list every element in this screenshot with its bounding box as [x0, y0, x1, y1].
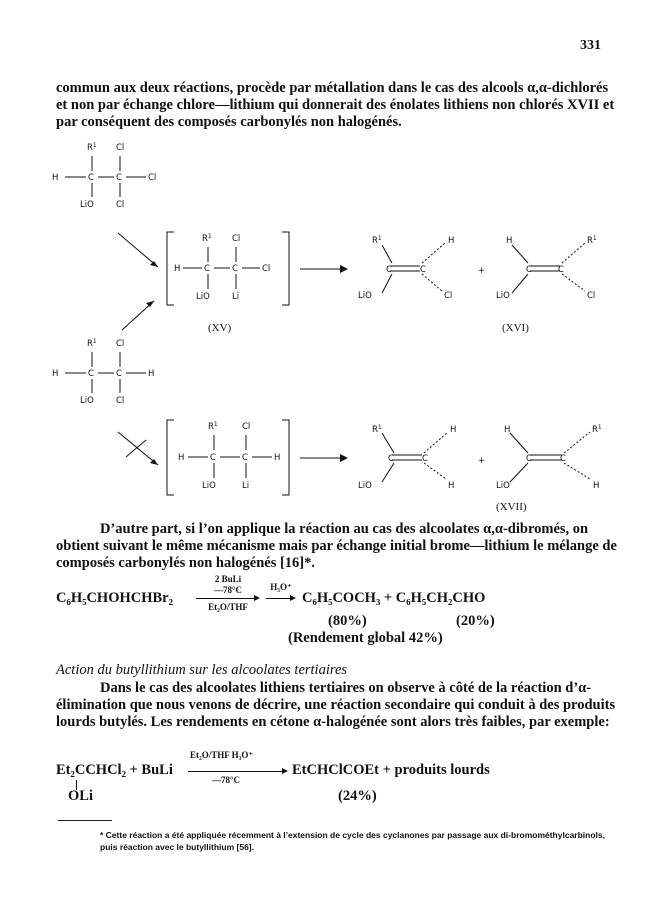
- atom-h: H: [506, 236, 513, 246]
- atom-h: H: [593, 481, 600, 491]
- atom-c: C: [88, 173, 94, 183]
- rxn1-yield2: (20%): [456, 613, 495, 629]
- label-xvi: (XVI): [502, 322, 529, 334]
- atom-cl: Cl: [242, 422, 251, 432]
- rxn1-arrowhead2: [290, 595, 296, 601]
- footnote: * Cette réaction a été appliquée récemment à l’extension de cycle des cyclanones par passage aux di-bromométhylcarbinols, puis réaction avec le butyllithium [56].: [100, 830, 605, 852]
- atom-r1: $R^1$: [372, 424, 382, 435]
- footnote-rule: [58, 820, 112, 821]
- atom-cl: Cl: [444, 291, 453, 301]
- atom-cl: Cl: [148, 173, 157, 183]
- atom-c: C: [88, 369, 94, 379]
- paragraph-3: [56, 680, 622, 731]
- atom-lio: LiO: [358, 291, 372, 301]
- atom-h: H: [450, 425, 457, 435]
- atom-c: C: [232, 264, 238, 274]
- atom-r1: $R^1$: [587, 235, 597, 246]
- atom-h: H: [504, 425, 511, 435]
- rxn2-yield: (24%): [338, 788, 377, 804]
- rxn2-cond-bot: —78°C: [211, 775, 241, 785]
- rxn1-products: C₆H₅COCH₃ + C₆H₅CH₂CHO: [302, 590, 486, 606]
- reaction-scheme: [50, 135, 630, 520]
- atom-h: H: [148, 369, 155, 379]
- reaction-1: [56, 568, 626, 648]
- atom-lio: LiO: [496, 481, 510, 491]
- atom-li: Li: [242, 481, 250, 491]
- rxn2-arrow: [188, 771, 284, 772]
- atom-cl: Cl: [116, 339, 125, 349]
- rxn1-cond-top: 2 BuLi: [214, 574, 242, 584]
- atom-c: C: [116, 173, 122, 183]
- atom-h: H: [174, 264, 181, 274]
- atom-h: H: [178, 453, 185, 463]
- atom-c: C: [388, 454, 394, 464]
- paragraph-3-text: Dans le cas des alcoolates lithiens tertiaires on observe à côté de la réaction d’α-élimination que nous venons de décrire, une réaction secondaire qui conduit à des produits lourds butylés. Les rendements en cétone α-halogénée sont alors très faibles, par exemple:: [56, 680, 616, 730]
- atom-r1: $R^1$: [202, 233, 212, 244]
- atom-r1: $R^1$: [372, 235, 382, 246]
- atom-cl: Cl: [232, 234, 241, 244]
- atom-r1: $R^1$: [87, 338, 97, 349]
- atom-cl: Cl: [262, 264, 271, 274]
- atom-c: C: [422, 454, 428, 464]
- rxn2-cond-top: Et₂O/THF H₃O⁺: [190, 750, 254, 760]
- rxn2-arrowhead: [282, 768, 288, 774]
- atom-li: Li: [232, 292, 240, 302]
- section-title: Action du butyllithium sur les alcoolates tertiaires: [56, 662, 348, 678]
- rxn1-yield1: (80%): [328, 613, 367, 629]
- atom-c: C: [204, 264, 210, 274]
- atom-lio: LiO: [196, 292, 210, 302]
- atom-cl: Cl: [116, 143, 125, 153]
- label-xv: (XV): [208, 322, 232, 334]
- rxn2-oli: OLi: [68, 788, 93, 804]
- paragraph-2: [56, 521, 622, 572]
- plus-sign: +: [478, 456, 486, 466]
- rxn2-products: EtCHClCOEt + produits lourds: [292, 762, 490, 778]
- rxn1-arrow2: [266, 598, 292, 599]
- paragraph-1: [56, 80, 622, 131]
- label-xvii: (XVII): [496, 501, 527, 513]
- atom-r1: $R^1$: [87, 142, 97, 153]
- rxn1-arrowhead: [254, 595, 260, 601]
- plus-sign: +: [478, 266, 486, 276]
- atom-c: C: [242, 453, 248, 463]
- atom-c: C: [420, 265, 426, 275]
- section-heading: [56, 662, 622, 679]
- atom-lio: LiO: [496, 291, 510, 301]
- atom-c: C: [526, 454, 532, 464]
- atom-cl: Cl: [116, 200, 125, 210]
- rxn1-reactant: C₆H₅CHOHCHBr₂: [56, 590, 173, 606]
- paragraph-1-text: commun aux deux réactions, procède par métallation dans le cas des alcools α,α-dichlorés et non par échange chlore—lithium qui donnerait des énolates lithiens non chlorés XVII et par conséquent des composés carbonylés non halogénés.: [56, 80, 615, 130]
- atom-c: C: [116, 369, 122, 379]
- atom-c: C: [560, 454, 566, 464]
- rxn1-cond2: H₃O⁺: [270, 582, 292, 592]
- atom-c: C: [526, 265, 532, 275]
- atom-h: H: [52, 173, 59, 183]
- page-number: 331: [580, 38, 601, 53]
- atom-lio: LiO: [358, 481, 372, 491]
- rxn1-cond-mid: —78°C: [213, 585, 243, 595]
- atom-lio: LiO: [80, 396, 94, 406]
- atom-c: C: [558, 265, 564, 275]
- atom-cl: Cl: [587, 291, 596, 301]
- paragraph-2-text: D’autre part, si l’on applique la réaction au cas des alcoolates α,α-dibromés, on obtient suivant le même mécanisme mais par échange initial brome—lithium le mélange de composés carbonylés non halogénés [16]*.: [56, 521, 617, 571]
- atom-h: H: [448, 481, 455, 491]
- rxn1-arrow: [196, 598, 256, 599]
- atom-h: H: [448, 236, 455, 246]
- atom-r1: $R^1$: [208, 421, 218, 432]
- atom-c: C: [386, 265, 392, 275]
- atom-r1: $R^1$: [592, 424, 602, 435]
- atom-h: H: [274, 453, 281, 463]
- atom-c: C: [210, 453, 216, 463]
- rxn1-global-yield: (Rendement global 42%): [288, 630, 443, 646]
- rxn2-reactant: Et₂CCHCl₂ + BuLi: [56, 762, 173, 778]
- atom-h: H: [52, 369, 59, 379]
- reaction-2: [56, 748, 626, 808]
- atom-cl: Cl: [116, 396, 125, 406]
- atom-lio: LiO: [202, 481, 216, 491]
- rxn1-cond-bot: Et₂O/THF: [208, 602, 248, 612]
- atom-lio: LiO: [80, 200, 94, 210]
